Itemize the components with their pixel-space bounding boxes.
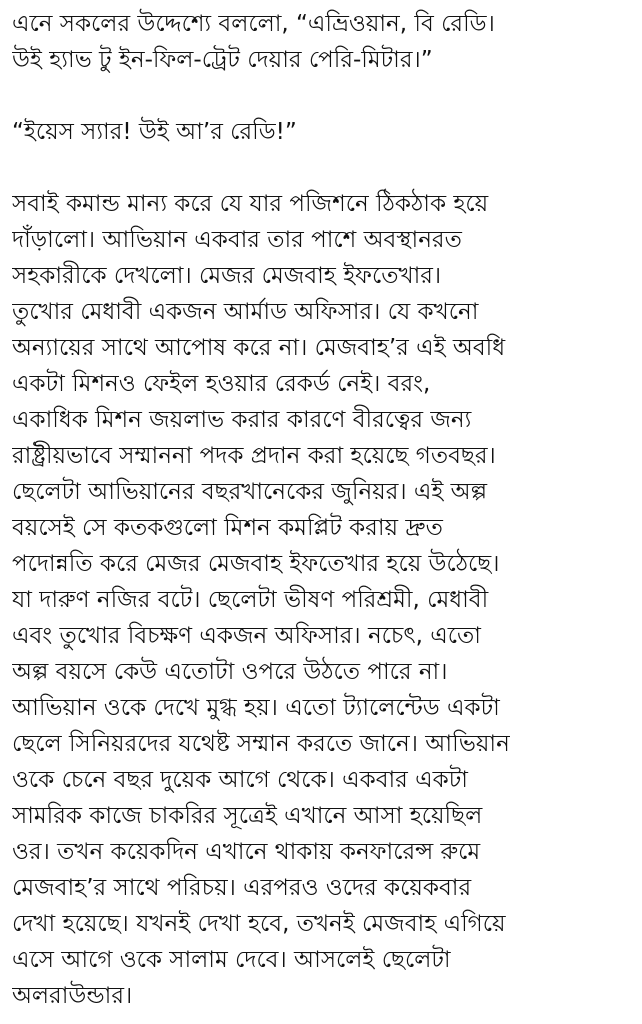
text-line: এবং তুখোর বিচক্ষণ একজন অফিসার। নচেৎ, এতো: [12, 623, 481, 649]
text-line: অন্যায়ের সাথে আপোষ করে না। মেজবাহ’র এই অবধি: [12, 335, 506, 361]
paragraph-dialogue-reply: [12, 114, 297, 150]
text-line: সামরিক কাজে চাকরির সূত্রেই এখানে আসা হয়েছিল: [12, 803, 483, 829]
text-line: একটা মিশনও ফেইল হওয়ার রেকর্ড নেই। বরং,: [12, 371, 431, 397]
text-line: উই হ্যাভ টু ইন-ফিল-ট্রেট দেয়ার পেরি-মিটার।”: [12, 47, 433, 73]
text-line: মেজবাহ’র সাথে পরিচয়। এরপরও ওদের কয়েকবার: [12, 875, 472, 901]
text-line: তুখোর মেধাবী একজন আর্মাড অফিসার। যে কখনো: [12, 299, 479, 325]
text-line: এনে সকলের উদ্দেশ্যে বললো, “এভ্রিওয়ান, বি রেডি।: [12, 11, 495, 37]
text-line: সবাই কমান্ড মান্য করে যে যার পজিশনে ঠিকঠাক হয়ে: [12, 191, 489, 217]
paragraph-dialogue-order: [12, 6, 495, 78]
text-line: এসে আগে ওকে সালাম দেবে। আসলেই ছেলেটা: [12, 947, 451, 973]
text-line: “ইয়েস স্যার! উই আ’র রেডি!”: [12, 119, 297, 145]
text-line: ওর। তখন কয়েকদিন এখানে থাকায় কনফারেন্স রুমে: [12, 839, 481, 865]
text-line: দাঁড়ালো। আভিয়ান একবার তার পাশে অবস্থানরত: [12, 227, 462, 253]
text-line: রাষ্ট্রীয়ভাবে সম্মাননা পদক প্রদান করা হয়েছে গতবছর।: [12, 443, 496, 469]
text-line: ছেলে সিনিয়রদের যথেষ্ট সম্মান করতে জানে। আভিয়ান: [12, 731, 510, 757]
text-line: পদোন্নতি করে মেজর মেজবাহ ইফতেখার হয়ে উঠেছে।: [12, 551, 500, 577]
text-line: বয়সেই সে কতকগুলো মিশন কমপ্লিট করায় দ্রুত: [12, 515, 443, 541]
text-line: ছেলেটা আভিয়ানের বছরখানেকের জুনিয়র। এই অল্প: [12, 479, 488, 505]
text-line: দেখা হয়েছে। যখনই দেখা হবে, তখনই মেজবাহ এগিয়ে: [12, 911, 506, 937]
text-line: একাধিক মিশন জয়লাভ করার কারণে বীরত্বের জন্য: [12, 407, 472, 433]
paragraph-narrative: [12, 186, 510, 1014]
text-line: অল্প বয়সে কেউ এতোটা ওপরে উঠতে পারে না।: [12, 659, 448, 685]
text-line: যা দারুণ নজির বটে। ছেলেটা ভীষণ পরিশ্রমী, মেধাবী: [12, 587, 489, 613]
text-line: ওকে চেনে বছর দুয়েক আগে থেকে। একবার একটা: [12, 767, 468, 793]
text-line: অলরাউন্ডার।: [12, 983, 133, 1009]
text-line: আভিয়ান ওকে দেখে মুগ্ধ হয়। এতো ট্যালেন্টেড একটা: [12, 695, 500, 721]
text-line: সহকারীকে দেখলো। মেজর মেজবাহ ইফতেখার।: [12, 263, 442, 289]
